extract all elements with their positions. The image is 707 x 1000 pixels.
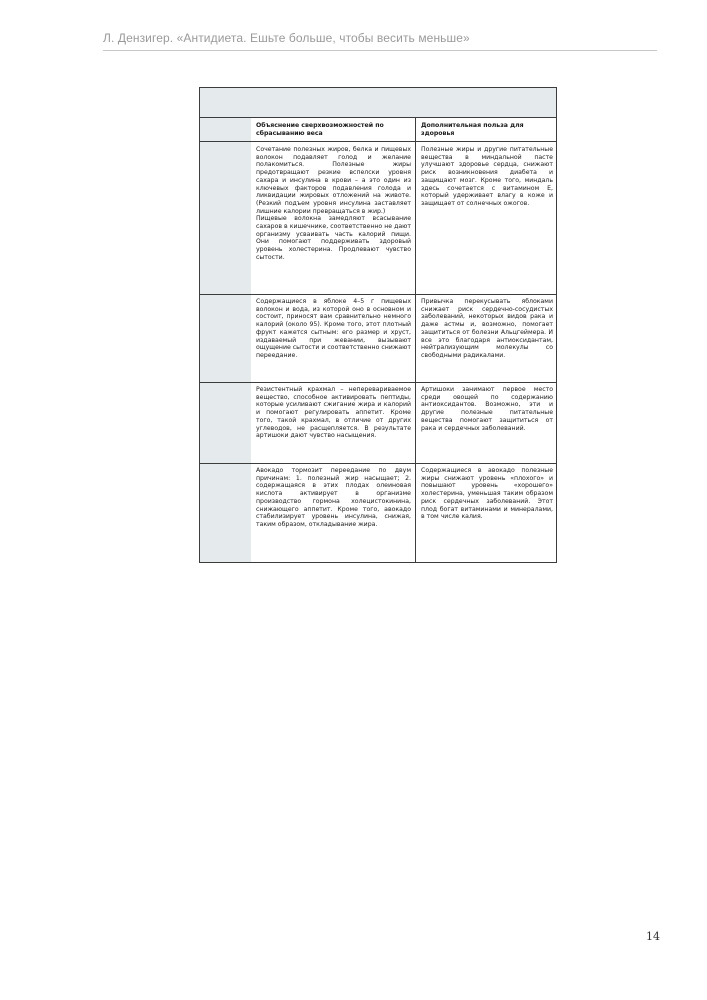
header-rule (103, 50, 657, 51)
cell-paragraph: Содержащиеся в яблоке 4–5 г пищевых волокон и вода, из которой оно в основном и состоит, приносят вам сравнительно немного калорий (около 95). Кроме того, этот плотный фрукт кажется сытным: его размер и хруст, издаваемый при жевании, вызывают ощущение сытости и соответственно снижают переедание. (256, 298, 411, 359)
table-cell-row4-right (421, 467, 553, 521)
table-cell-row1-left (256, 146, 411, 262)
header-row-rule (200, 141, 556, 142)
column-header-left: Объяснение сверхвозможностей по сбрасыванию веса (256, 122, 384, 137)
column-header-right: Дополнительная польза для здоровья (421, 122, 524, 137)
cell-paragraph: Сочетание полезных жиров, белка и пищевых волокон подавляет голод и желание полакомиться. Полезные жиры предотвращают резкие вспелски уровня сахара и инсулина в крови – а это один из ключевых факторов подавления голода и ликвидации жировых отложений на животе. (Резкий подъем уровня инсулина заставляет лишние калории превращаться в жир.) (256, 146, 411, 215)
cell-paragraph: Артишоки занимают первое место среди овощей по содержанию антиоксидантов. Возможно, эти и другие полезные питательные вещества помогают защититься от рака и сердечных заболеваний. (421, 386, 553, 432)
cell-paragraph: Авокадо тормозит переедание по двум причинам: 1. полезный жир насыщает; 2. содержащаяся в этих плодах олеиновая кислота активирует в организме производство гормона холецистокинина, снижающего аппетит. Кроме того, авокадо стабилизирует уровень инсулина, снижая, таким образом, откладывание жира. (256, 467, 411, 528)
page-number: 14 (646, 930, 660, 943)
cell-paragraph: Привычка перекусывать яблоками снижает риск сердечно-сосудистых заболеваний, некоторых видов рака и даже астмы и, возможно, помогает защититься от болезни Альцгеймера. И все это благодаря антиоксидантам, нейтрализующим молекулы со свободными радикалами. (421, 298, 553, 359)
row-rule (200, 294, 556, 295)
table-top-band (200, 88, 556, 118)
cell-paragraph: Полезные жиры и другие питательные вещества в миндальной пасте улучшают здоровье сердца, снижают риск возникновения диабета и защищают мозг. Кроме того, миндаль здесь сочетается с витамином Е, который удерживает влагу в коже и защищает от солнечных ожогов. (421, 146, 553, 207)
row-rule (200, 382, 556, 383)
cell-paragraph: Содержащиеся в авокадо полезные жиры снижают уровень «плохого» и повышают уровень «хорошего» холестерина, уменьшая таким образом риск сердечных заболеваний. Этот плод богат витаминами и минералами, в том числе калия. (421, 467, 553, 521)
table-cell-row3-right (421, 386, 553, 432)
nutrition-table (199, 87, 557, 563)
column-divider (415, 118, 416, 562)
table-cell-row4-left (256, 467, 411, 529)
row-rule (200, 463, 556, 464)
table-cell-row1-right (421, 146, 553, 208)
table-cell-row3-left (256, 386, 411, 440)
table-cell-row2-left (256, 298, 411, 360)
cell-paragraph: Резистентный крахмал – неперевариваемое вещество, способное активировать пептиды, которые усиливают сжигание жира и калорий и помогают регулировать аппетит. Кроме того, такой крахмал, в отличие от других углеводов, не расщепляется. В результате артишоки дают чувство насыщения. (256, 386, 411, 440)
running-title: Л. Дензигер. «Антидиета. Ешьте больше, чтобы весить меньше» (103, 31, 470, 45)
table-cell-row2-right (421, 298, 553, 360)
cell-paragraph: Пищевые волокна замедляют всасывание сахаров в кишечнике, соответственно не дают организму усваивать часть калорий пищи. Они помогают поддерживать здоровый уровень холестерина. Продлевают чувство сытости. (256, 215, 411, 261)
table-left-strip (200, 118, 251, 562)
